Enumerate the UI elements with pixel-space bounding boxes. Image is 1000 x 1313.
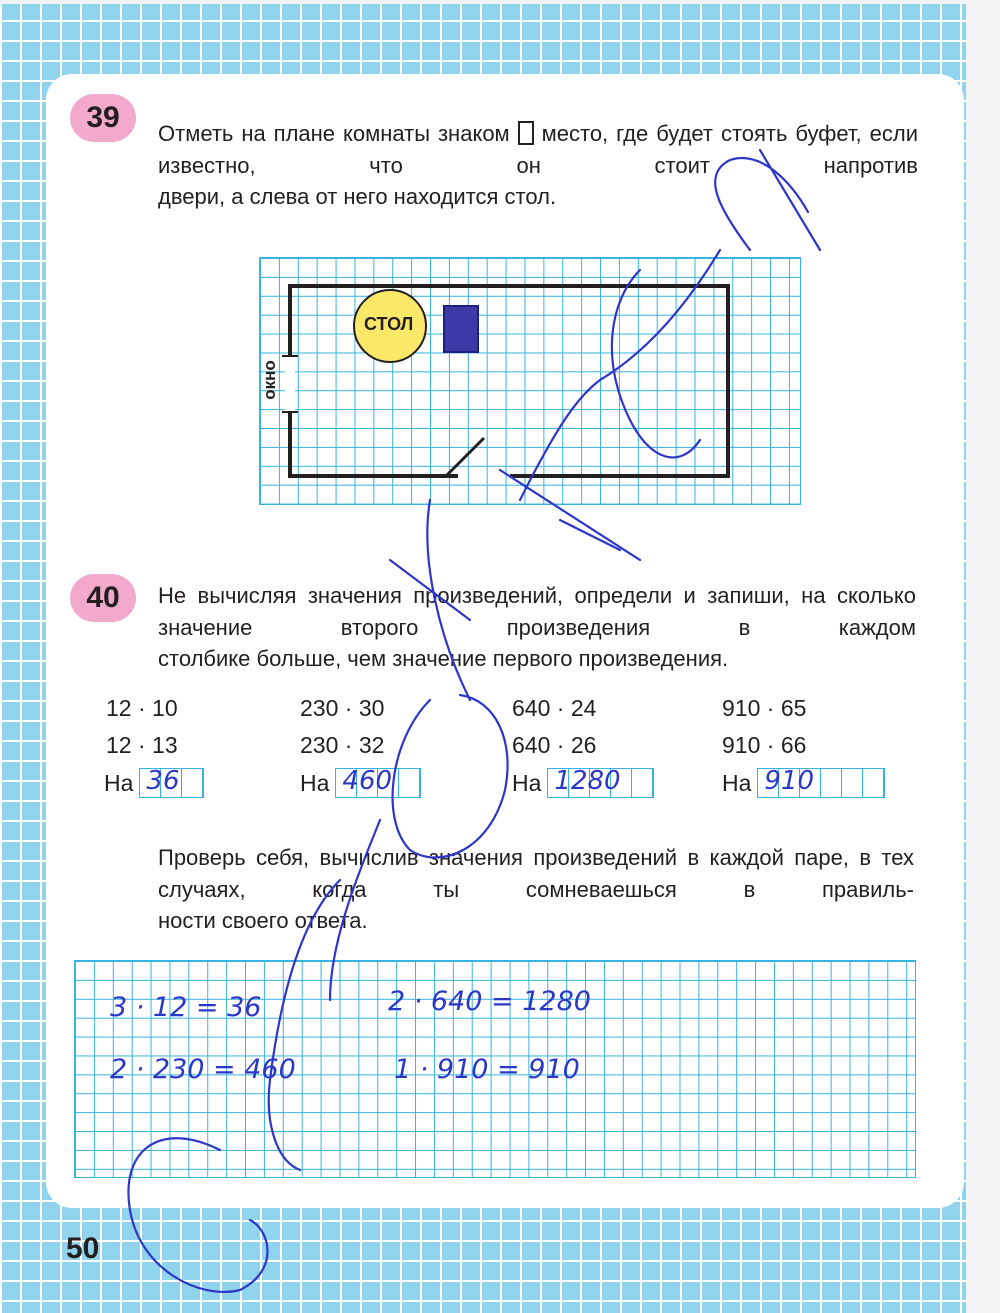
- scribble-1: [715, 158, 808, 250]
- task-40-text-last: столбике больше, чем значение первого произведения.: [158, 646, 729, 671]
- product-640x24: 640 · 24: [512, 695, 597, 721]
- task-39-text-last: двери, а слева от него находится стол.: [158, 184, 557, 209]
- page-number: 50: [66, 1232, 100, 1265]
- check-text-last: ности своего ответа.: [158, 908, 368, 933]
- window-label: окно: [259, 360, 279, 400]
- answer-col2: 460: [342, 766, 393, 796]
- product-910x65: 910 · 65: [722, 695, 807, 721]
- answer-col3: 1280: [554, 766, 621, 796]
- task-39-text-part1: Отметь на плане комнаты знаком: [158, 121, 510, 146]
- scribble-7: [427, 500, 470, 700]
- work-line-4: 1 · 910 = 910: [394, 1054, 580, 1085]
- task-40-text-main: Не вычисляя значения произведений, определи и запиши, на сколько значение второго произведения в каждом: [158, 583, 916, 640]
- task-40-badge: 40: [70, 574, 136, 622]
- answer-prefix: На: [512, 770, 542, 796]
- answer-prefix: На: [104, 770, 134, 796]
- answer-col4: 910: [764, 766, 815, 796]
- product-230x32: 230 · 32: [300, 732, 385, 758]
- work-line-3: 2 · 230 = 460: [110, 1054, 296, 1085]
- product-910x66: 910 · 66: [722, 732, 807, 758]
- answer-col1: 36: [146, 766, 180, 796]
- product-230x30: 230 · 30: [300, 695, 385, 721]
- scribble-5: [500, 470, 640, 560]
- work-line-1: 3 · 12 = 36: [110, 992, 262, 1023]
- task-39-text-part2: место, где будет стоять буфет, если известно, что он стоит напротив: [158, 121, 918, 178]
- scribble-6: [560, 520, 620, 550]
- task-39-badge: 39: [70, 94, 136, 142]
- scribble-10: [269, 880, 340, 1170]
- product-12x13: 12 · 13: [106, 732, 178, 758]
- product-12x10: 12 · 10: [106, 695, 178, 721]
- scribble-12: [128, 1138, 267, 1292]
- scribble-8: [393, 695, 508, 858]
- scribble-3: [520, 250, 720, 500]
- scribble-2: [760, 150, 820, 250]
- answer-prefix: На: [300, 770, 330, 796]
- check-text-main: Проверь себя, вычислив значения произведений в каждой паре, в тех случаях, когда ты сомневаешься в правиль-: [158, 845, 914, 902]
- answer-prefix: На: [722, 770, 752, 796]
- product-640x26: 640 · 26: [512, 732, 597, 758]
- scribble-11: [330, 820, 380, 1000]
- work-line-2: 2 · 640 = 1280: [388, 986, 591, 1017]
- table-label: СТОЛ: [364, 314, 414, 334]
